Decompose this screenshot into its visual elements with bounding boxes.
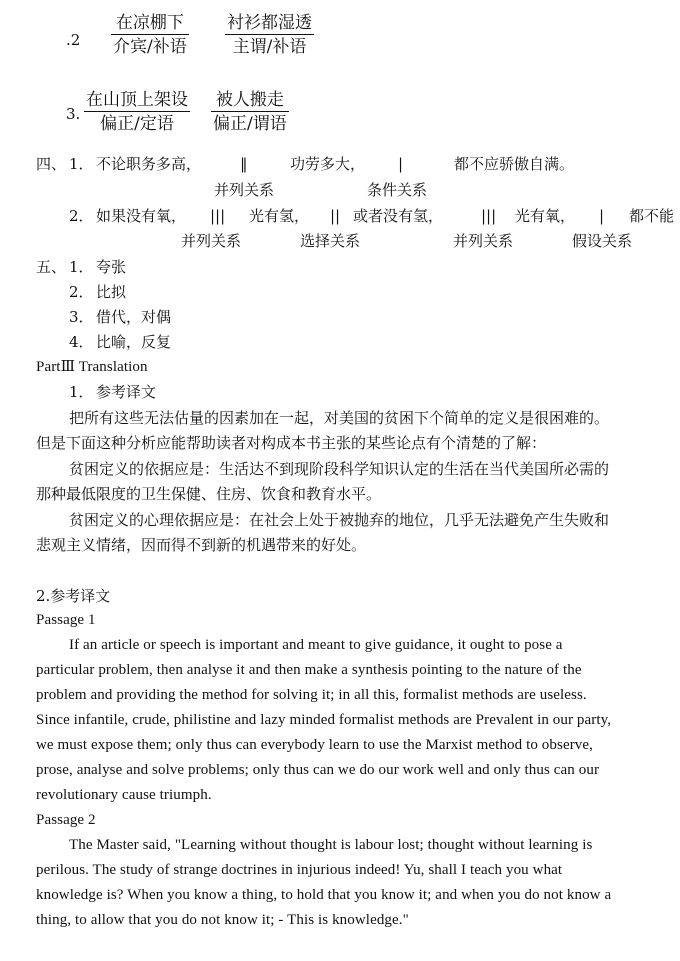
analysis2-part1 bbox=[111, 12, 189, 58]
analysis3-part2-label: 偏正/谓语 bbox=[211, 111, 289, 135]
part3-para3-line1: 贫困定义的心理依据应是：在社会上处于被抛弃的地位，几乎无法避免产生失败和 bbox=[69, 511, 610, 529]
analysis2-part2-label: 主谓/补语 bbox=[225, 34, 314, 58]
passage1-line5: we must expose them; only thus can everybody learn to use the Marxist method to observe, bbox=[36, 737, 594, 753]
section4-header: 四、 bbox=[36, 155, 67, 173]
section5-item2-text: 比拟 bbox=[96, 283, 127, 301]
section4-item2-clause4: 光有氧， bbox=[515, 207, 576, 225]
analysis3-part1-text: 在山顶上架设 bbox=[86, 90, 188, 110]
passage1-title: Passage 1 bbox=[36, 612, 96, 628]
passage2-title: Passage 2 bbox=[36, 812, 96, 828]
part3-para1-line2: 但是下面这种分析应能帮助读者对构成本书主张的某些论点有个清楚的了解： bbox=[36, 434, 547, 452]
section4-item2-rel4: 假设关系 bbox=[572, 232, 633, 250]
section5-item4-num: 4． bbox=[69, 333, 94, 351]
part3-sub2-title: 2.参考译文 bbox=[36, 587, 111, 605]
analysis2-number: .2 bbox=[66, 31, 81, 49]
section4-item2-rel2: 选择关系 bbox=[300, 232, 361, 250]
section4-item2-rel1: 并列关系 bbox=[181, 232, 242, 250]
section4-item2-sep2: || bbox=[330, 207, 341, 225]
analysis3-part2 bbox=[211, 89, 289, 135]
passage1-line2: particular problem, then analyse it and then make a synthesis pointing to the nature of the bbox=[36, 662, 582, 678]
section4-item2-clause1: 如果没有氧， bbox=[96, 207, 187, 225]
section5-item2-num: 2． bbox=[69, 283, 94, 301]
part3-sub1-num: 1． bbox=[69, 383, 94, 401]
section4-item1-clause2: 功劳多大， bbox=[290, 155, 366, 173]
analysis3-part1-label: 偏正/定语 bbox=[84, 111, 190, 135]
part3-para2-line2: 那种最低限度的卫生保健、住房、饮食和教育水平。 bbox=[36, 485, 382, 503]
section5-header: 五、 bbox=[36, 258, 67, 276]
section4-item2-clause2: 光有氢， bbox=[249, 207, 310, 225]
passage1-line6: prose, analyse and solve problems; only thus can we do our work well and only thus can our bbox=[36, 762, 600, 778]
passage1-line7: revolutionary cause triumph. bbox=[36, 787, 212, 803]
section4-item2-num: 2． bbox=[69, 207, 94, 225]
analysis2-part1-label: 介宾/补语 bbox=[111, 34, 189, 58]
analysis3-part2-text: 被人搬走 bbox=[215, 90, 284, 110]
part3-title: PartⅢ Translation bbox=[36, 359, 148, 375]
passage1-line4: Since infantile, crude, philistine and lazy minded formalist methods are Prevalent in our party, bbox=[36, 712, 612, 728]
analysis2-part2 bbox=[225, 12, 314, 58]
section5-item4-text: 比喻，反复 bbox=[96, 333, 172, 351]
section5-item1-text: 夸张 bbox=[96, 258, 127, 276]
analysis2-part2-text: 衬衫都湿透 bbox=[227, 13, 312, 33]
section4-item2-sep3: ||| bbox=[481, 207, 497, 225]
section4-item2-sep4: | bbox=[599, 207, 605, 225]
passage2-line1: The Master said, "Learning without thought is labour lost; thought without learning is bbox=[69, 837, 593, 853]
section4-item2-rel3: 并列关系 bbox=[453, 232, 514, 250]
section4-item1-clause1: 不论职务多高， bbox=[96, 155, 202, 173]
section4-item2-clause5: 都不能 bbox=[629, 207, 675, 225]
part3-para3-line2: 悲观主义情绪，因而得不到新的机遇带来的好处。 bbox=[36, 536, 367, 554]
passage2-line3: knowledge is? When you know a thing, to hold that you know it; and when you do not know a bbox=[36, 887, 612, 903]
section4-item1-sep2: | bbox=[398, 155, 404, 173]
section5-item3-text: 借代，对偶 bbox=[96, 308, 172, 326]
section4-item1-num: 1． bbox=[69, 155, 94, 173]
analysis3-number: 3. bbox=[66, 105, 81, 123]
passage1-line3: problem and providing the method for solving it; in all this, formalist methods are useless. bbox=[36, 687, 587, 703]
analysis2-part1-text: 在凉棚下 bbox=[115, 13, 184, 33]
part3-sub1-title: 参考译文 bbox=[96, 383, 157, 401]
section4-item1-rel2: 条件关系 bbox=[367, 181, 428, 199]
part3-para2-line1: 贫困定义的依据应是：生活达不到现阶段科学知识认定的生活在当代美国所必需的 bbox=[69, 460, 610, 478]
section4-item1-sep1: ‖ bbox=[240, 155, 248, 173]
section4-item1-rel1: 并列关系 bbox=[214, 181, 275, 199]
passage1-line1: If an article or speech is important and meant to give guidance, it ought to pose a bbox=[69, 637, 563, 653]
passage2-line2: perilous. The study of strange doctrines in injurious indeed! Yu, shall I teach you what bbox=[36, 862, 563, 878]
section5-item3-num: 3． bbox=[69, 308, 94, 326]
section4-item2-sep1: ||| bbox=[210, 207, 226, 225]
section5-item1-num: 1． bbox=[69, 258, 94, 276]
section4-item2-clause3: 或者没有氢， bbox=[353, 207, 444, 225]
analysis3-part1 bbox=[84, 89, 190, 135]
passage2-line4: thing, to allow that you do not know it; - This is knowledge." bbox=[36, 912, 409, 928]
part3-para1-line1: 把所有这些无法估量的因素加在一起，对美国的贫困下个简单的定义是很困难的。 bbox=[69, 409, 610, 427]
section4-item1-clause3: 都不应骄傲自满。 bbox=[454, 155, 575, 173]
